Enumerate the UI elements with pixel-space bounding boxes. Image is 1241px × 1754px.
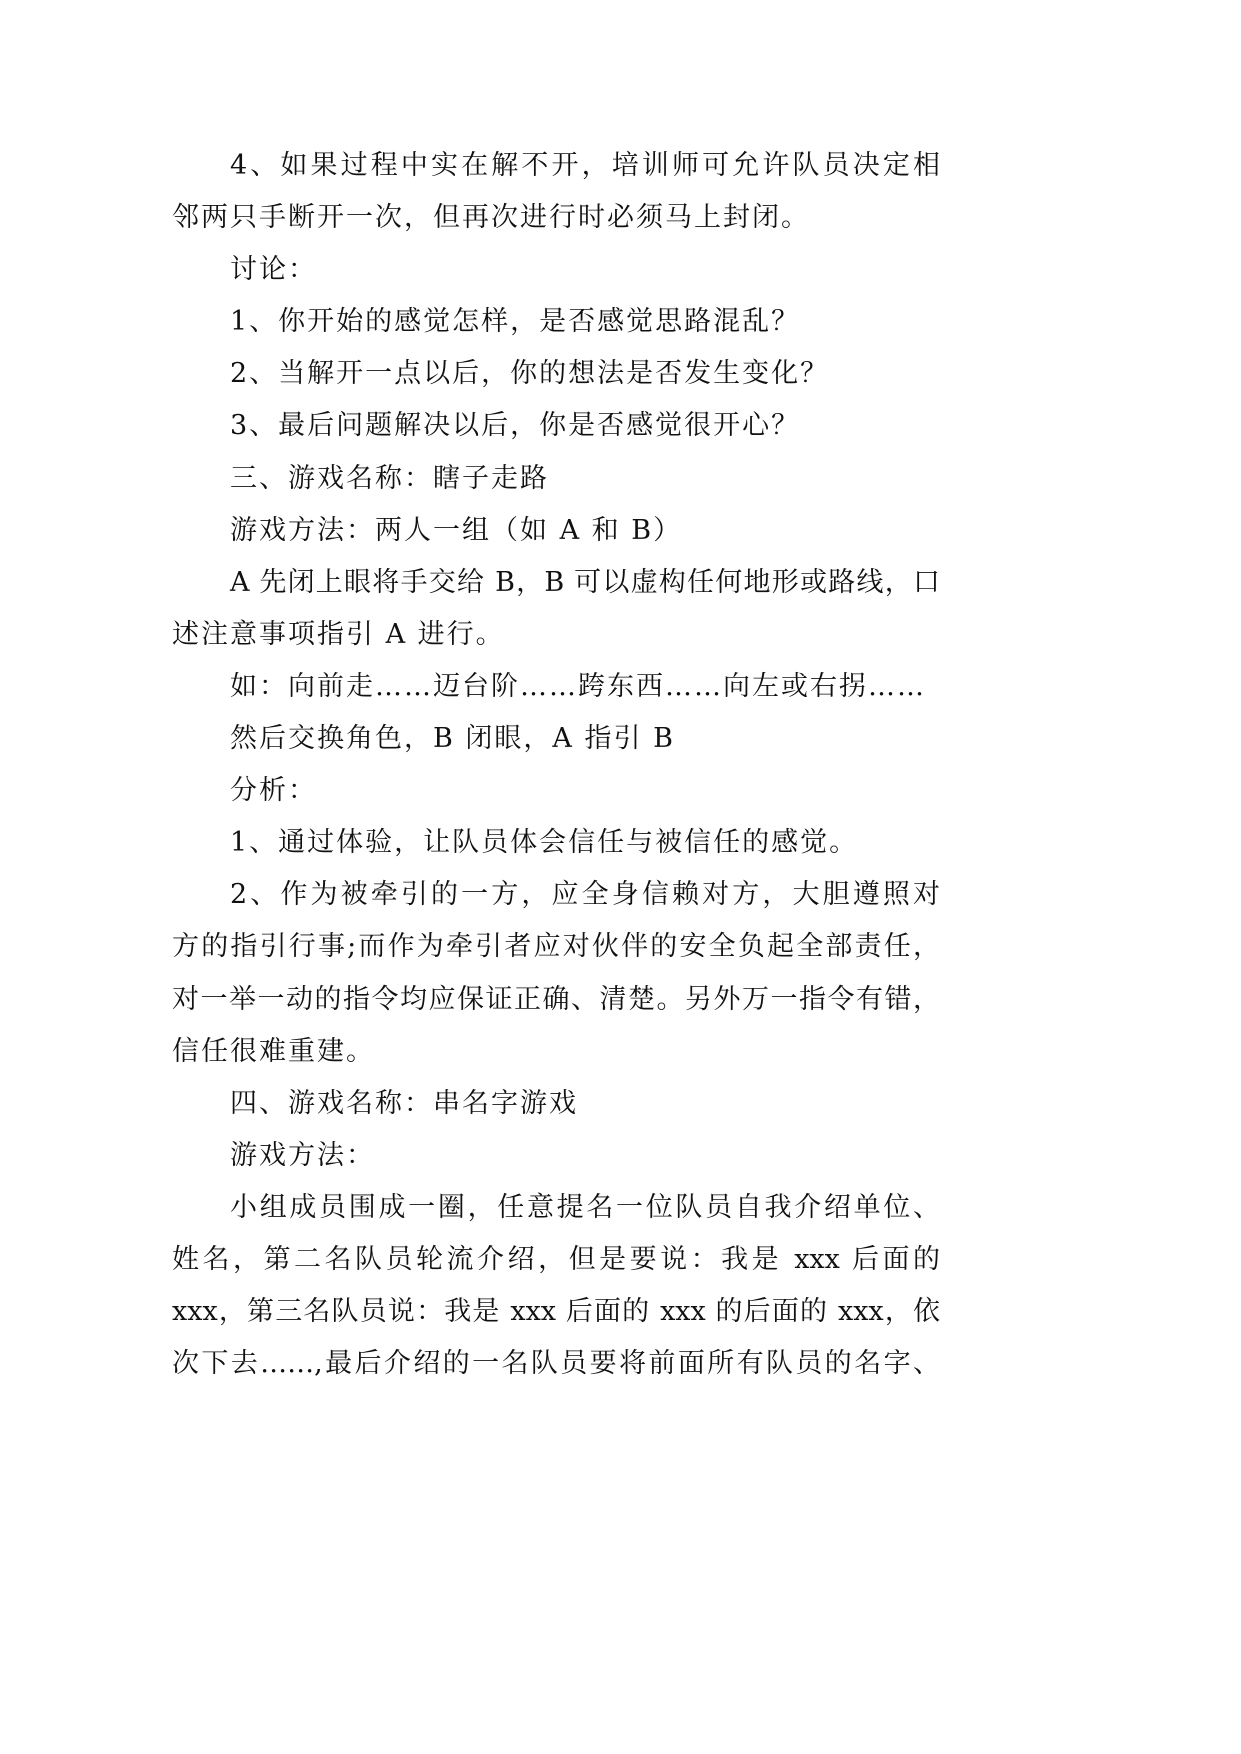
text-line: 述注意事项指引 A 进行。 bbox=[172, 618, 505, 650]
paragraph bbox=[172, 1130, 940, 1182]
text-line: 四、游戏名称：串名字游戏 bbox=[230, 1087, 578, 1119]
text-line: 三、游戏名称：瞎子走路 bbox=[230, 462, 549, 494]
discussion-label bbox=[172, 244, 940, 296]
analysis-item bbox=[172, 869, 940, 1077]
text-line: 2、当解开一点以后，你的想法是否发生变化？ bbox=[230, 358, 830, 390]
paragraph bbox=[172, 713, 940, 765]
text-line: 对一举一动的指令均应保证正确、清楚。另外万一指令有错， bbox=[172, 983, 940, 1015]
text-line: 如：向前走……迈台阶……跨东西……向左或右拐…… bbox=[230, 670, 926, 702]
document-body bbox=[172, 140, 940, 1390]
paragraph bbox=[172, 140, 940, 244]
paragraph bbox=[172, 505, 940, 557]
text-line: 3、最后问题解决以后，你是否感觉很开心？ bbox=[230, 410, 801, 442]
text-line: 讨论： bbox=[230, 254, 317, 286]
text-line: 游戏方法： bbox=[230, 1139, 375, 1171]
analysis-label bbox=[172, 765, 940, 817]
text-line: 1、你开始的感觉怎样，是否感觉思路混乱？ bbox=[230, 306, 801, 338]
text-line: 4、如果过程中实在解不开，培训师可允许队员决定相 bbox=[230, 150, 940, 181]
text-line: 分析： bbox=[230, 775, 317, 807]
discussion-item bbox=[172, 296, 940, 348]
text-line: 1、通过体验，让队员体会信任与被信任的感觉。 bbox=[230, 827, 859, 859]
text-line: 然后交换角色，B 闭眼，A 指引 B bbox=[230, 723, 675, 755]
text-line: 方的指引行事;而作为牵引者应对伙伴的安全负起全部责任， bbox=[172, 931, 940, 963]
text-line: 信任很难重建。 bbox=[172, 1035, 375, 1067]
section-heading bbox=[172, 1078, 940, 1130]
text-line: 邻两只手断开一次，但再次进行时必须马上封闭。 bbox=[172, 202, 810, 234]
discussion-item bbox=[172, 400, 940, 452]
paragraph bbox=[172, 1182, 940, 1390]
text-line: xxx，第三名队员说：我是 xxx 后面的 xxx 的后面的 xxx，依 bbox=[172, 1296, 940, 1328]
text-line: 姓名，第二名队员轮流介绍，但是要说：我是 xxx 后面的 bbox=[172, 1243, 940, 1275]
paragraph bbox=[172, 661, 940, 713]
paragraph bbox=[172, 557, 940, 661]
text-line: A 先闭上眼将手交给 B，B 可以虚构任何地形或路线，口 bbox=[230, 566, 940, 598]
text-line: 小组成员围成一圈，任意提名一位队员自我介绍单位、 bbox=[230, 1191, 940, 1223]
analysis-item bbox=[172, 817, 940, 869]
section-heading bbox=[172, 453, 940, 505]
text-line: 次下去……,最后介绍的一名队员要将前面所有队员的名字、 bbox=[172, 1348, 940, 1380]
discussion-item bbox=[172, 348, 940, 400]
text-line: 2、作为被牵引的一方，应全身信赖对方，大胆遵照对 bbox=[230, 879, 940, 911]
text-line: 游戏方法：两人一组（如 A 和 B） bbox=[230, 514, 683, 546]
